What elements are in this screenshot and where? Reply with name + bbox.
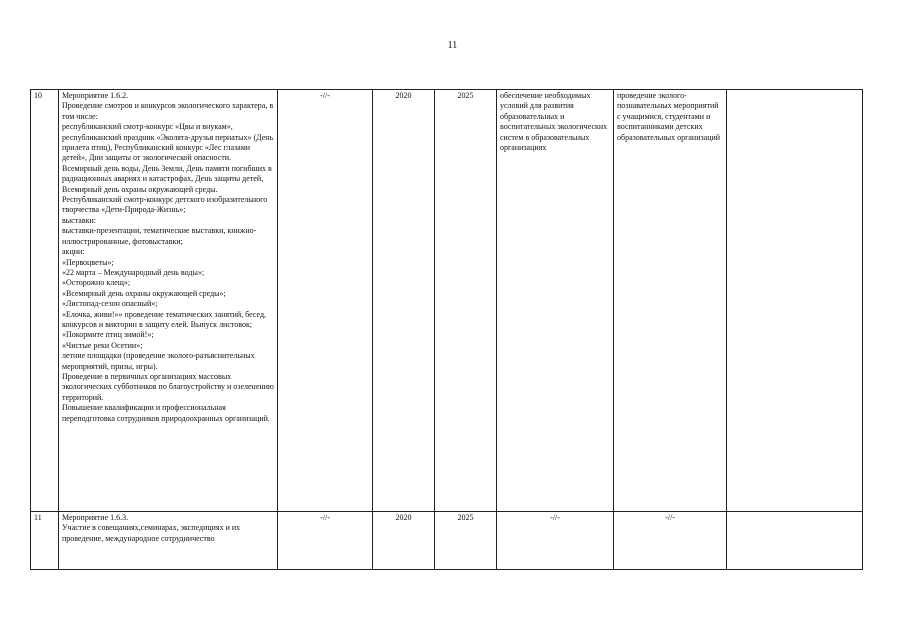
- year-start: 2020: [373, 90, 435, 512]
- event-line: Республиканский смотр-конкурс детского изобразительного творчества «Дети-Природа-Жизнь»;: [62, 195, 268, 215]
- empty-cell: [727, 512, 863, 570]
- event-line: Всемирный день воды, День Земли, День памяти погибших в радиационных авариях и катастрофах, День защиты детей, Всемирный день охраны окружающей среды.: [62, 163, 272, 194]
- event-line: выставки-презентации, тематические выставки, книжно-иллюстрированные, фотовыставки;: [62, 226, 257, 246]
- event-line: республиканский смотр-конкурс «Цвы и внукам», республиканский праздник «Эколята-друзья пернатых» (День прилета птиц), Республиканский конкурс «Лес глазами детей», Дни защиты от экологической опасности.: [62, 122, 274, 163]
- empty-cell: [727, 90, 863, 512]
- year-end: 2025: [435, 90, 497, 512]
- event-line: «Осторожно клещ»;: [62, 278, 131, 288]
- event-line: Мероприятие 1.6.2.: [62, 91, 129, 100]
- year-start: 2020: [373, 512, 435, 570]
- event-line: Проведение в первичных организациях массовых экологических субботников по благоустройству и озеленению территорий.: [62, 371, 274, 402]
- event-line: «Листопад-сезон опасный»;: [62, 299, 158, 309]
- event-line: акции:: [62, 247, 85, 257]
- table-row: [31, 90, 863, 512]
- result-cell: -//-: [614, 512, 727, 570]
- event-line: Повышение квалификации и профессиональная переподготовка сотрудников природоохранных организаций.: [62, 403, 270, 423]
- event-line: Проведение смотров и конкурсов экологического характера, в том числе:: [62, 101, 274, 121]
- event-line: летние площадки (проведение эколого-разъяснительных мероприятий, призы, игры).: [62, 351, 255, 371]
- funding-source: -//-: [278, 90, 373, 512]
- event-line: «Чистые реки Осетии»;: [62, 340, 143, 350]
- event-description: [59, 90, 278, 512]
- row-number: 11: [31, 512, 59, 570]
- event-line: «Первоцветы»;: [62, 257, 114, 267]
- measures-table: [30, 89, 863, 570]
- event-line: Мероприятие 1.6.3.: [62, 513, 129, 522]
- event-line: «22 марта – Международный день воды»;: [62, 267, 205, 277]
- page-number: 11: [447, 40, 458, 51]
- result-cell: проведение эколого-познавательных мероприятий с учащимися, студентами и воспитанниками детских образовательных организаций: [614, 90, 727, 512]
- event-description: [59, 512, 278, 570]
- goal-cell: обеспечение необходимых условий для развития образовательных и воспитательных экологических систем в образовательных организациях: [497, 90, 614, 512]
- funding-source: -//-: [278, 512, 373, 570]
- event-line: «Всемирный день охраны окружающей среды»;: [62, 288, 226, 298]
- row-number: 10: [31, 90, 59, 512]
- event-line: «Елочка, живи!»» проведение тематических занятий, бесед, конкурсов и викторин в защиту елей. Выпуск листовок;: [62, 309, 267, 329]
- event-line: Участие в совещаниях,семинарах, экспедициях и их проведение, международное сотрудничество: [62, 523, 241, 543]
- year-end: 2025: [435, 512, 497, 570]
- event-line: «Покормите птиц зимой!»;: [62, 330, 154, 340]
- table-row: [31, 512, 863, 570]
- event-line: выставки:: [62, 215, 97, 225]
- goal-cell: -//-: [497, 512, 614, 570]
